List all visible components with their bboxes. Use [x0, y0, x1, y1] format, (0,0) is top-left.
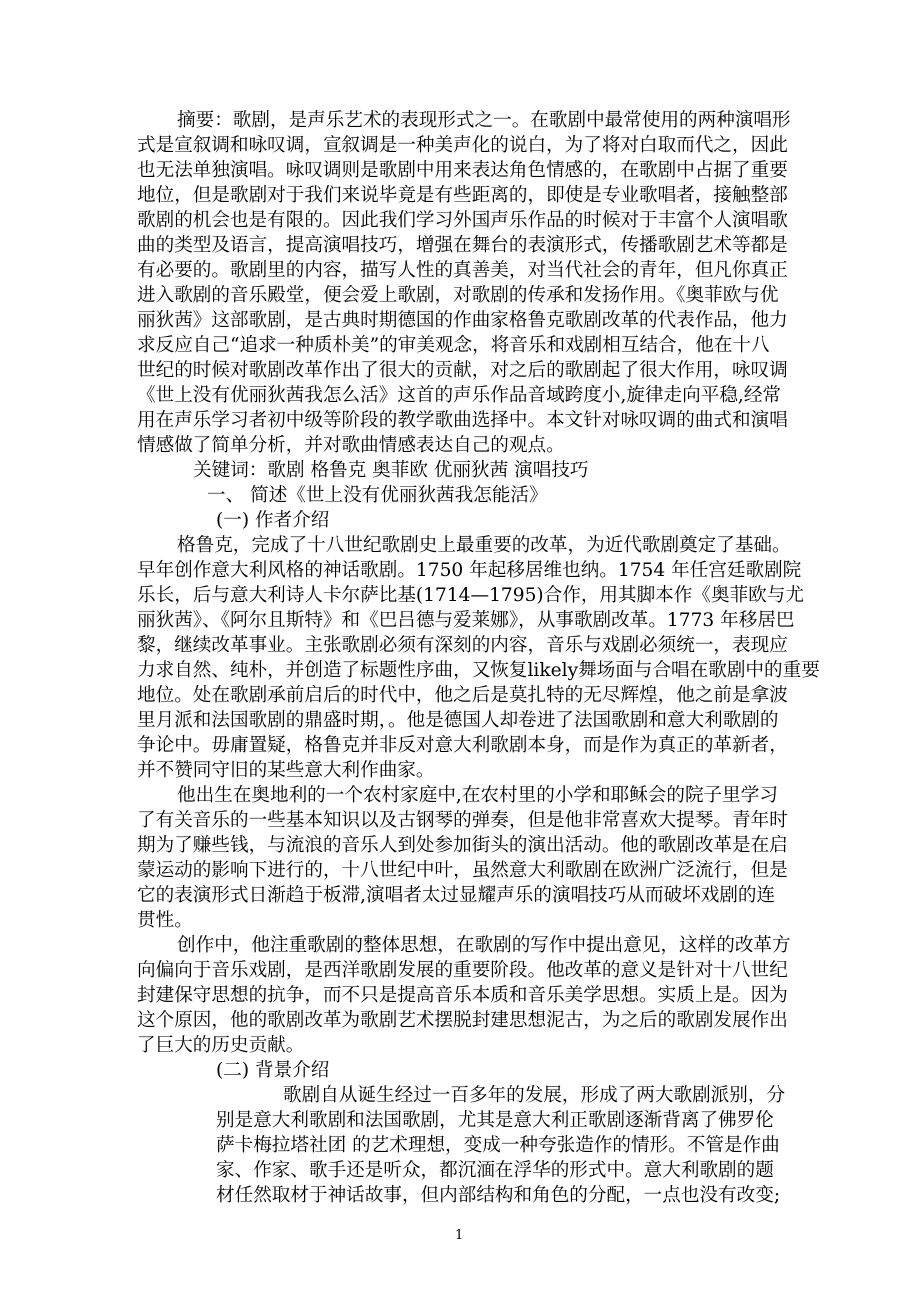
subsection-heading: (一) 作者介绍 [216, 510, 330, 531]
abstract-line: 摘要：歌剧，是声乐艺术的表现形式之一。在歌剧中最常使用的两种演唱形 [177, 110, 791, 131]
abstract-line: 世纪的时候对歌剧改革作出了很大的贡献，对之后的歌剧起了很大作用，咏叹调 [137, 360, 788, 381]
abstract-line: 丽狄茜》这部歌剧，是古典时期德国的作曲家格鲁克歌剧改革的代表作品，他力 [137, 310, 788, 331]
abstract-line: 进入歌剧的音乐殿堂，便会爱上歌剧，对歌剧的传承和发扬作用。《奥菲欧与优 [137, 285, 779, 306]
paragraph-line: 别是意大利歌剧和法国歌剧，尤其是意大利正歌剧逐渐背离了佛罗伦 [216, 1110, 774, 1131]
paragraph-line: 早年创作意大利风格的神话歌剧。1750 年起移居维也纳。1754 年任宫廷歌剧院 [137, 560, 802, 581]
paragraph-line: 了巨大的历史贡献。 [137, 1035, 305, 1056]
paragraph-line: 这个原因，他的歌剧改革为歌剧艺术摆脱封建思想泥古，为之后的歌剧发展作出 [137, 1010, 788, 1031]
paragraph-line: 力求自然、纯朴，并创造了标题性序曲，又恢复likely舞场面与合唱在歌剧中的重要 [137, 660, 820, 681]
paragraph-line: 期为了赚些钱，与流浪的音乐人到处参加街头的演出活动。他的歌剧改革是在启 [137, 835, 788, 856]
paragraph-line: 并不赞同守旧的某些意大利作曲家。 [137, 760, 435, 781]
subsection-heading: (二) 背景介绍 [216, 1060, 330, 1081]
paragraph-line: 黎，继续改革事业。主张歌剧必须有深刻的内容，音乐与戏剧必须统一，表现应 [137, 635, 788, 656]
page-number: 1 [455, 1228, 464, 1243]
abstract-line: 式是宣叙调和咏叹调，宣叙调是一种美声化的说白，为了将对白取而代之，因此 [137, 135, 788, 156]
abstract-line: 有必要的。歌剧里的内容，描写人性的真善美，对当代社会的青年，但凡你真正 [137, 260, 788, 281]
abstract-line: 歌剧的机会也是有限的。因此我们学习外国声乐作品的时候对于丰富个人演唱歌 [137, 210, 788, 231]
paragraph-line: 家、作家、歌手还是听众，都沉湎在浮华的形式中。意大利歌剧的题 [216, 1160, 774, 1181]
paragraph-line: 它的表演形式日渐趋于板滞,演唱者太过显耀声乐的演唱技巧从而破坏戏剧的连 [137, 885, 776, 906]
paragraph-line: 萨卡梅拉塔社团 的艺术理想，变成一种夸张造作的情形。不管是作曲 [216, 1135, 780, 1156]
paragraph-line: 创作中，他注重歌剧的整体思想，在歌剧的写作中提出意见，这样的改革方 [177, 935, 791, 956]
abstract-line: 情感做了简单分析，并对歌曲情感表达自己的观点。 [137, 435, 565, 456]
paragraph-line: 封建保守思想的抗争，而不只是提高音乐本质和音乐美学思想。实质上是。因为 [137, 985, 788, 1006]
paragraph-line: 贯性。 [137, 910, 193, 931]
paragraph-line: 材任然取材于神话故事，但内部结构和角色的分配，一点也没有改变; [216, 1185, 781, 1206]
paragraph-line: 他出生在奥地利的一个农村家庭中,在农村里的小学和耶稣会的院子里学习 [177, 785, 778, 806]
paragraph-line: 歌剧自从诞生经过一百多年的发展，形成了两大歌剧派别，分 [283, 1085, 786, 1106]
abstract-line: 地位，但是歌剧对于我们来说毕竟是有些距离的，即使是专业歌唱者，接触整部 [137, 185, 788, 206]
paragraph-line: 了有关音乐的一些基本知识以及古钢琴的弹奏，但是他非常喜欢大提琴。青年时 [137, 810, 788, 831]
keywords-line: 关键词：歌剧 格鲁克 奥菲欧 优丽狄茜 演唱技巧 [193, 460, 589, 481]
paragraph-line: 地位。处在歌剧承前启后的时代中，他之后是莫扎特的无尽辉煌，他之前是拿波 [137, 685, 788, 706]
abstract-line: 也无法单独演唱。咏叹调则是歌剧中用来表达角色情感的，在歌剧中占据了重要 [137, 160, 788, 181]
paragraph-line: 里月派和法国歌剧的鼎盛时期，。他是德国人却卷进了法国歌剧和意大利歌剧的 [137, 710, 779, 731]
paragraph-line: 格鲁克，完成了十八世纪歌剧史上最重要的改革，为近代歌剧奠定了基础。 [177, 535, 791, 556]
paragraph-line: 丽狄茜》、《阿尔且斯特》和《巴吕德与爱莱娜》，从事歌剧改革。1773 年移居巴 [137, 610, 795, 631]
abstract-line: 《世上没有优丽狄茜我怎么活》这首的声乐作品音域跨度小,旋律走向平稳,经常 [137, 385, 782, 406]
abstract-line: 曲的类型及语言，提高演唱技巧，增强在舞台的表演形式，传播歌剧艺术等都是 [137, 235, 788, 256]
abstract-line: 用在声乐学习者初中级等阶段的教学歌曲选择中。本文针对咏叹调的曲式和演唱 [137, 410, 788, 431]
paragraph-line: 争论中。毋庸置疑，格鲁克并非反对意大利歌剧本身，而是作为真正的革新者， [137, 735, 788, 756]
paragraph-line: 向偏向于音乐戏剧，是西洋歌剧发展的重要阶段。他改革的意义是针对十八世纪 [137, 960, 788, 981]
paragraph-line: 蒙运动的影响下进行的，十八世纪中叶，虽然意大利歌剧在欧洲广泛流行，但是 [137, 860, 788, 881]
abstract-line: 求反应自己“追求一种质朴美”的审美观念，将音乐和戏剧相互结合，他在十八 [137, 335, 770, 356]
section-heading: 一、 简述《世上没有优丽狄茜我怎能活》 [207, 485, 548, 506]
paragraph-line: 乐长，后与意大利诗人卡尔萨比基(1714—1795)合作，用其脚本作《奥菲欧与尤 [137, 585, 804, 606]
